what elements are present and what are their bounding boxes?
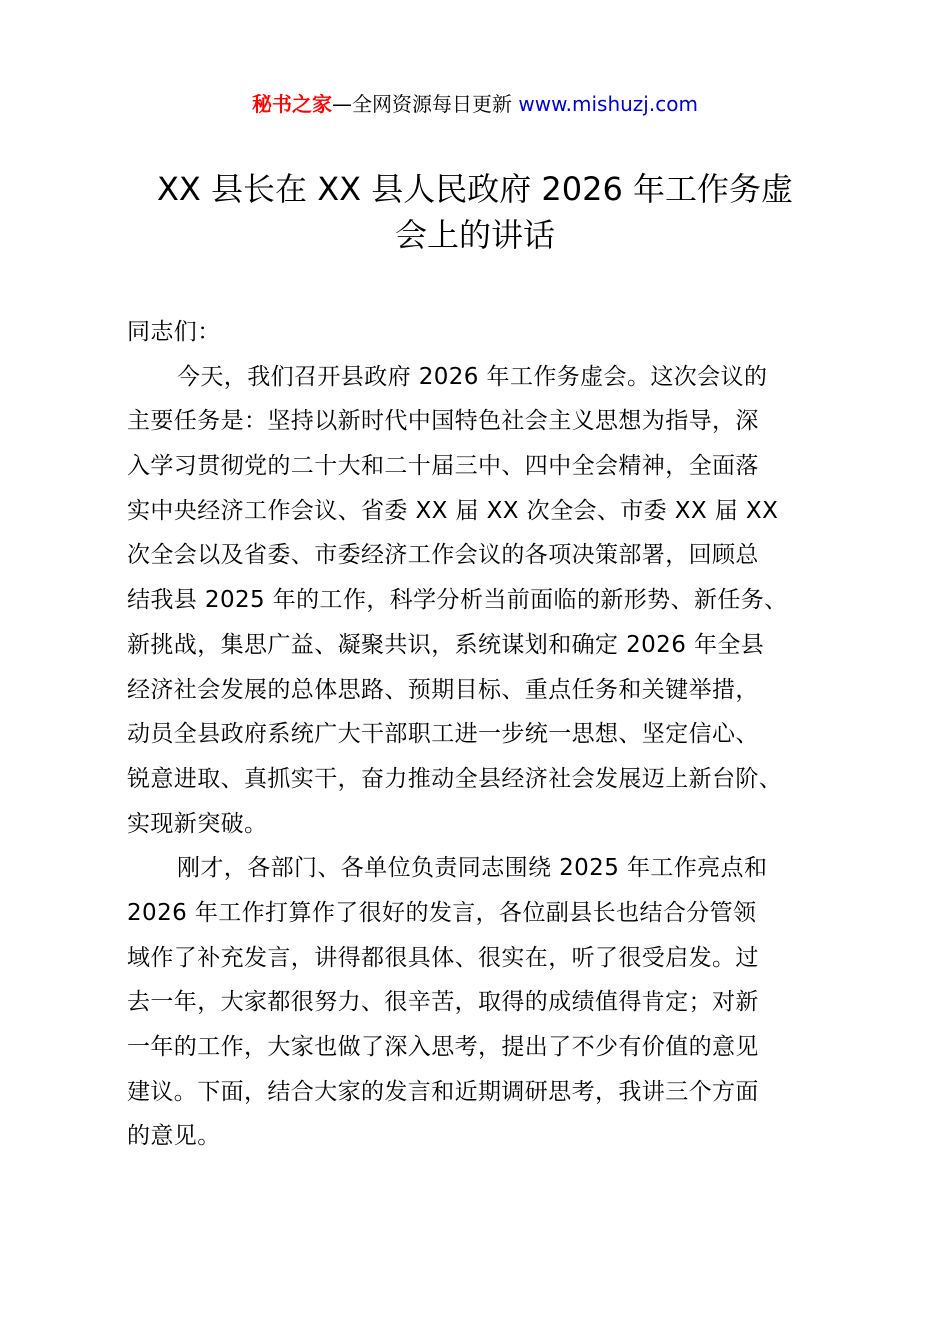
site-header bbox=[0, 88, 950, 120]
paragraph-line: 刚才，各部门、各单位负责同志围绕 2025 年工作亮点和 bbox=[177, 855, 768, 882]
paragraph-line: 去一年，大家都很努力、很辛苦，取得的成绩值得肯定；对新 bbox=[127, 989, 759, 1016]
brand-name: 秘书之家 bbox=[252, 92, 333, 116]
paragraph-1 bbox=[127, 355, 857, 847]
title-line-1: XX 县长在 XX 县人民政府 2026 年工作务虚 bbox=[157, 170, 793, 208]
paragraph-line: 2026 年工作打算作了很好的发言，各位副县长也结合分管领 bbox=[127, 899, 757, 926]
paragraph-line: 今天，我们召开县政府 2026 年工作务虚会。这次会议的 bbox=[177, 363, 768, 390]
title-line-2: 会上的讲话 bbox=[394, 216, 555, 254]
header-slogan: —全网资源每日更新 bbox=[332, 92, 513, 116]
paragraph-line: 入学习贯彻党的二十大和二十届三中、四中全会精神，全面落 bbox=[127, 453, 759, 480]
salutation: 同志们： bbox=[127, 319, 221, 345]
paragraph-line: 经济社会发展的总体思路、预期目标、重点任务和关键举措， bbox=[127, 676, 759, 703]
document-body bbox=[127, 310, 857, 1159]
document-title bbox=[0, 166, 950, 258]
paragraph-line: 域作了补充发言，讲得都很具体、很实在，听了很受启发。过 bbox=[127, 944, 759, 971]
paragraph-line: 实中央经济工作会议、省委 XX 届 XX 次全会、市委 XX 届 XX bbox=[127, 497, 779, 524]
paragraph-line: 一年的工作，大家也做了深入思考，提出了不少有价值的意见 bbox=[127, 1034, 759, 1060]
paragraph-line: 新挑战，集思广益、凝聚共识，系统谋划和确定 2026 年全县 bbox=[127, 631, 765, 658]
paragraph-line: 建议。下面，结合大家的发言和近期调研思考，我讲三个方面 bbox=[127, 1078, 759, 1105]
paragraph-line: 动员全县政府系统广大干部职工进一步统一思想、坚定信心、 bbox=[127, 721, 759, 748]
paragraph-line: 的意见。 bbox=[127, 1123, 221, 1150]
paragraph-line: 实现新突破。 bbox=[127, 810, 268, 837]
paragraph-line: 结我县 2025 年的工作，科学分析当前面临的新形势、新任务、 bbox=[127, 587, 788, 614]
paragraph-2 bbox=[127, 846, 857, 1159]
paragraph-line: 锐意进取、真抓实干，奋力推动全县经济社会发展迈上新台阶、 bbox=[127, 765, 783, 792]
paragraph-line: 主要任务是：坚持以新时代中国特色社会主义思想为指导，深 bbox=[127, 408, 759, 435]
site-url-link[interactable]: www.mishuzj.com bbox=[518, 92, 698, 116]
paragraph-line: 次全会以及省委、市委经济工作会议的各项决策部署，回顾总 bbox=[127, 542, 759, 569]
